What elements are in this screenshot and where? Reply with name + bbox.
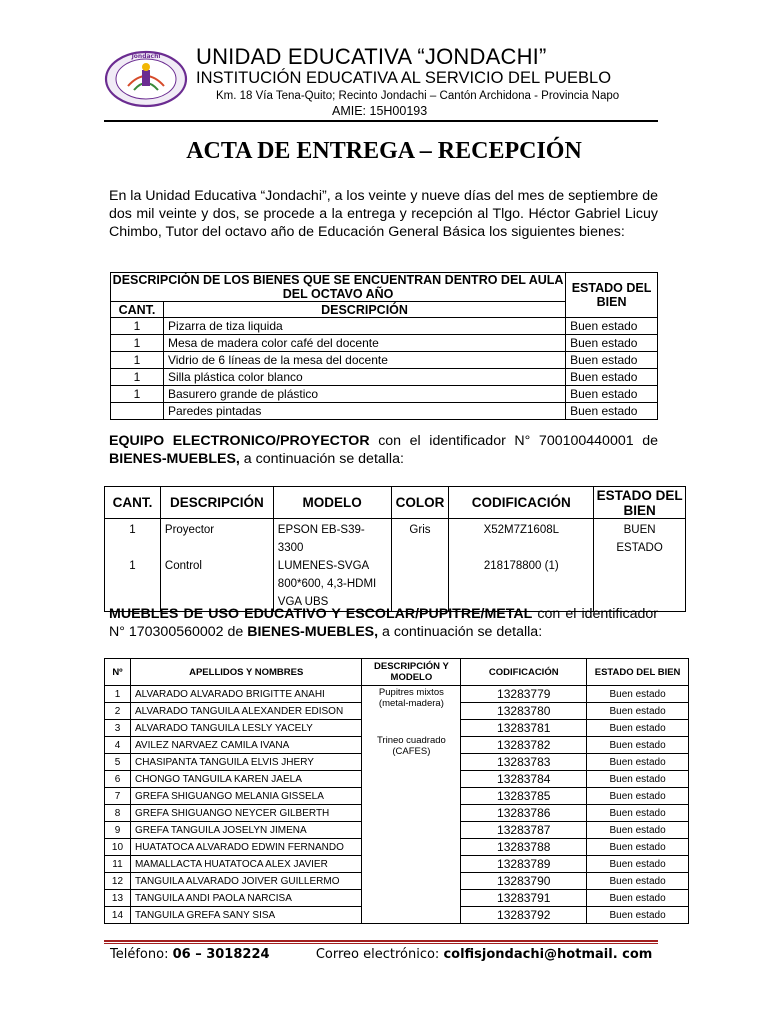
table3-header: CODIFICACIÓN (461, 659, 587, 686)
row-number: 7 (105, 788, 131, 805)
state-line: ESTADO (616, 542, 663, 554)
table1-row (111, 318, 658, 335)
student-name: ALVARADO TANGUILA LESLY YACELY (130, 720, 361, 737)
table1-row (111, 386, 658, 403)
school-motto: INSTITUCIÓN EDUCATIVA AL SERVICIO DEL PUEBLO (196, 69, 612, 87)
item-description: Pizarra de tiza liquida (163, 318, 565, 335)
row-number: 11 (105, 856, 131, 873)
student-name: ALVARADO ALVARADO BRIGITTE ANAHI (130, 686, 361, 703)
logo-text: Jondachi (131, 53, 161, 60)
student-desks-table (104, 658, 689, 924)
model-line: 800*600, 4,3-HDMI (277, 578, 377, 590)
row-number: 4 (105, 737, 131, 754)
item-description: Vidrio de 6 líneas de la mesa del docente (163, 352, 565, 369)
document-title: ACTA DE ENTREGA – RECEPCIÓN (186, 138, 582, 164)
item-description: Silla plástica color blanco (163, 369, 565, 386)
school-address: Km. 18 Vía Tena-Quito; Recinto Jondachi – Cantón Archidona - Provincia Napo (216, 90, 620, 102)
desk-desc-line: Pupitres mixtos (378, 687, 444, 698)
letterhead (104, 44, 658, 122)
desk-code: 13283789 (461, 856, 587, 873)
table3-header: DESCRIPCIÓN Y MODELO (362, 659, 461, 686)
desk-state: Buen estado (587, 822, 689, 839)
table1-row (111, 335, 658, 352)
row-number: 10 (105, 839, 131, 856)
desk-state: Buen estado (587, 873, 689, 890)
projector-desc: Proyector (164, 524, 215, 536)
student-name: MAMALLACTA HUATATOCA ALEX JAVIER (130, 856, 361, 873)
email-label: Correo electrónico: (315, 947, 444, 962)
row-number: 12 (105, 873, 131, 890)
item-qty: 1 (111, 318, 164, 335)
model-line: VGA UBS (277, 596, 329, 608)
projector-model-cell (273, 519, 391, 612)
student-name: CHONGO TANGUILA KAREN JAELA (130, 771, 361, 788)
item-state: Buen estado (566, 318, 658, 335)
table3-header: Nº (105, 659, 131, 686)
desk-code: 13283787 (461, 822, 587, 839)
footer-contact (110, 947, 652, 962)
student-name: TANGUILA ANDI PAOLA NARCISA (130, 890, 361, 907)
email-address: colfisjondachi@hotmail. com (443, 947, 653, 962)
desk-code: 13283780 (461, 703, 587, 720)
desk-description (362, 686, 461, 924)
item-state: Buen estado (566, 335, 658, 352)
item-state: Buen estado (566, 403, 658, 420)
item-qty: 1 (111, 335, 164, 352)
furniture-section-title: MUEBLES DE USO EDUCATIVO Y ESCOLAR/PUPITRE/METAL (109, 606, 533, 622)
item-description: Mesa de madera color café del docente (163, 335, 565, 352)
student-name: CHASIPANTA TANGUILA ELVIS JHERY (130, 754, 361, 771)
desk-code: 13283779 (461, 686, 587, 703)
desk-code: 13283791 (461, 890, 587, 907)
projector-state-cell (594, 519, 686, 612)
desk-code: 13283783 (461, 754, 587, 771)
header-divider (104, 120, 658, 122)
table2-header: CANT. (105, 487, 161, 519)
desk-state: Buen estado (587, 720, 689, 737)
furniture-section-id: con el identificador N° 170300560002 de (109, 606, 658, 640)
desk-code: 13283786 (461, 805, 587, 822)
item-description: Basurero grande de plástico (163, 386, 565, 403)
desk-state: Buen estado (587, 686, 689, 703)
state-line: BUEN (623, 524, 656, 536)
table2-header: MODELO (273, 487, 391, 519)
table3-header: ESTADO DEL BIEN (587, 659, 689, 686)
item-state: Buen estado (566, 386, 658, 403)
projector-qty: 1 (129, 524, 136, 536)
table2-header: COLOR (391, 487, 449, 519)
table3-header: APELLIDOS Y NOMBRES (130, 659, 361, 686)
row-number: 3 (105, 720, 131, 737)
row-number: 14 (105, 907, 131, 924)
model-line: LUMENES-SVGA (277, 560, 370, 572)
desk-code: 13283782 (461, 737, 587, 754)
student-name: ALVARADO TANGUILA ALEXANDER EDISON (130, 703, 361, 720)
desk-desc-line: (CAFES) (392, 746, 431, 757)
desk-state: Buen estado (587, 890, 689, 907)
row-number: 2 (105, 703, 131, 720)
student-row (105, 686, 689, 703)
intro-paragraph: En la Unidad Educativa “Jondachi”, a los veinte y nueve días del mes de septiembre de dos mil veinte y dos, se procede a la entrega y recepción al Tlgo. Héctor Gabriel Licuy Chimbo, Tutor del octavo año de Educación General Básica los siguientes bienes: (109, 188, 658, 240)
student-name: HUATATOCA ALVARADO EDWIN FERNANDO (130, 839, 361, 856)
projector-section-tail: a continuación se detalla: (239, 451, 404, 467)
projector-table (104, 486, 686, 612)
desk-code: 13283788 (461, 839, 587, 856)
school-name: UNIDAD EDUCATIVA “JONDACHI” (196, 44, 547, 69)
table1-qty-header: CANT. (111, 302, 164, 318)
table1-row (111, 352, 658, 369)
classroom-items-table (110, 272, 658, 420)
desk-state: Buen estado (587, 703, 689, 720)
desk-state: Buen estado (587, 737, 689, 754)
projector-code-cell (449, 519, 594, 612)
control-desc: Control (164, 560, 202, 572)
item-state: Buen estado (566, 369, 658, 386)
control-code: 218178800 (1) (483, 560, 559, 572)
table1-main-header: DESCRIPCIÓN DE LOS BIENES QUE SE ENCUENTRAN DENTRO DEL AULA DEL OCTAVO AÑO (111, 273, 566, 302)
projector-color-cell (391, 519, 449, 612)
footer-divider-thin (104, 943, 658, 944)
table1-desc-header: DESCRIPCIÓN (163, 302, 565, 318)
desk-code: 13283792 (461, 907, 587, 924)
phone-label: Teléfono: (110, 947, 173, 962)
desk-code: 13283781 (461, 720, 587, 737)
student-name: GREFA SHIGUANGO NEYCER GILBERTH (130, 805, 361, 822)
row-number: 13 (105, 890, 131, 907)
projector-section-category: BIENES-MUEBLES, (109, 451, 240, 467)
footer-divider (104, 940, 658, 942)
row-number: 5 (105, 754, 131, 771)
projector-section-text (109, 432, 658, 468)
row-number: 9 (105, 822, 131, 839)
table1-state-header: ESTADO DEL BIEN (566, 273, 658, 318)
desk-desc-line: Trineo cuadrado (376, 735, 446, 746)
projector-desc-cell (160, 519, 273, 612)
desk-code: 13283790 (461, 873, 587, 890)
student-name: AVILEZ NARVAEZ CAMILA IVANA (130, 737, 361, 754)
furniture-section-category: BIENES-MUEBLES, (247, 624, 379, 640)
table2-header: ESTADO DEL BIEN (594, 487, 686, 519)
item-description: Paredes pintadas (163, 403, 565, 420)
desk-state: Buen estado (587, 907, 689, 924)
row-number: 6 (105, 771, 131, 788)
item-qty: 1 (111, 369, 164, 386)
projector-section-title: EQUIPO ELECTRONICO/PROYECTOR (109, 433, 370, 449)
student-name: GREFA SHIGUANGO MELANIA GISSELA (130, 788, 361, 805)
desk-code: 13283784 (461, 771, 587, 788)
item-qty: 1 (111, 386, 164, 403)
table1-row (111, 403, 658, 420)
row-number: 8 (105, 805, 131, 822)
table2-header: CODIFICACIÓN (449, 487, 594, 519)
row-number: 1 (105, 686, 131, 703)
projector-color: Gris (409, 524, 431, 536)
desk-state: Buen estado (587, 788, 689, 805)
desk-state: Buen estado (587, 805, 689, 822)
desk-state: Buen estado (587, 771, 689, 788)
desk-state: Buen estado (587, 856, 689, 873)
school-logo-icon (104, 50, 188, 108)
item-qty: 1 (111, 352, 164, 369)
student-name: GREFA TANGUILA JOSELYN JIMENA (130, 822, 361, 839)
furniture-section-tail: a continuación se detalla: (378, 624, 543, 640)
furniture-section-text (109, 605, 658, 641)
projector-code: X52M7Z1608L (483, 524, 560, 536)
desk-state: Buen estado (587, 754, 689, 771)
phone-number: 06 – 3018224 (172, 947, 270, 962)
desk-state: Buen estado (587, 839, 689, 856)
projector-section-id: con el identificador N° 700100440001 de (369, 433, 658, 449)
amie-code: AMIE: 15H00193 (332, 104, 428, 118)
table2-header: DESCRIPCIÓN (160, 487, 273, 519)
student-name: TANGUILA ALVARADO JOIVER GUILLERMO (130, 873, 361, 890)
model-line: EPSON EB-S39-3300 (277, 524, 365, 554)
item-qty (111, 403, 164, 420)
table1-row (111, 369, 658, 386)
control-qty: 1 (129, 560, 136, 572)
projector-qty-cell (105, 519, 161, 612)
item-state: Buen estado (566, 352, 658, 369)
student-name: TANGUILA GREFA SANY SISA (130, 907, 361, 924)
desk-code: 13283785 (461, 788, 587, 805)
desk-desc-line: (metal-madera) (378, 698, 444, 709)
